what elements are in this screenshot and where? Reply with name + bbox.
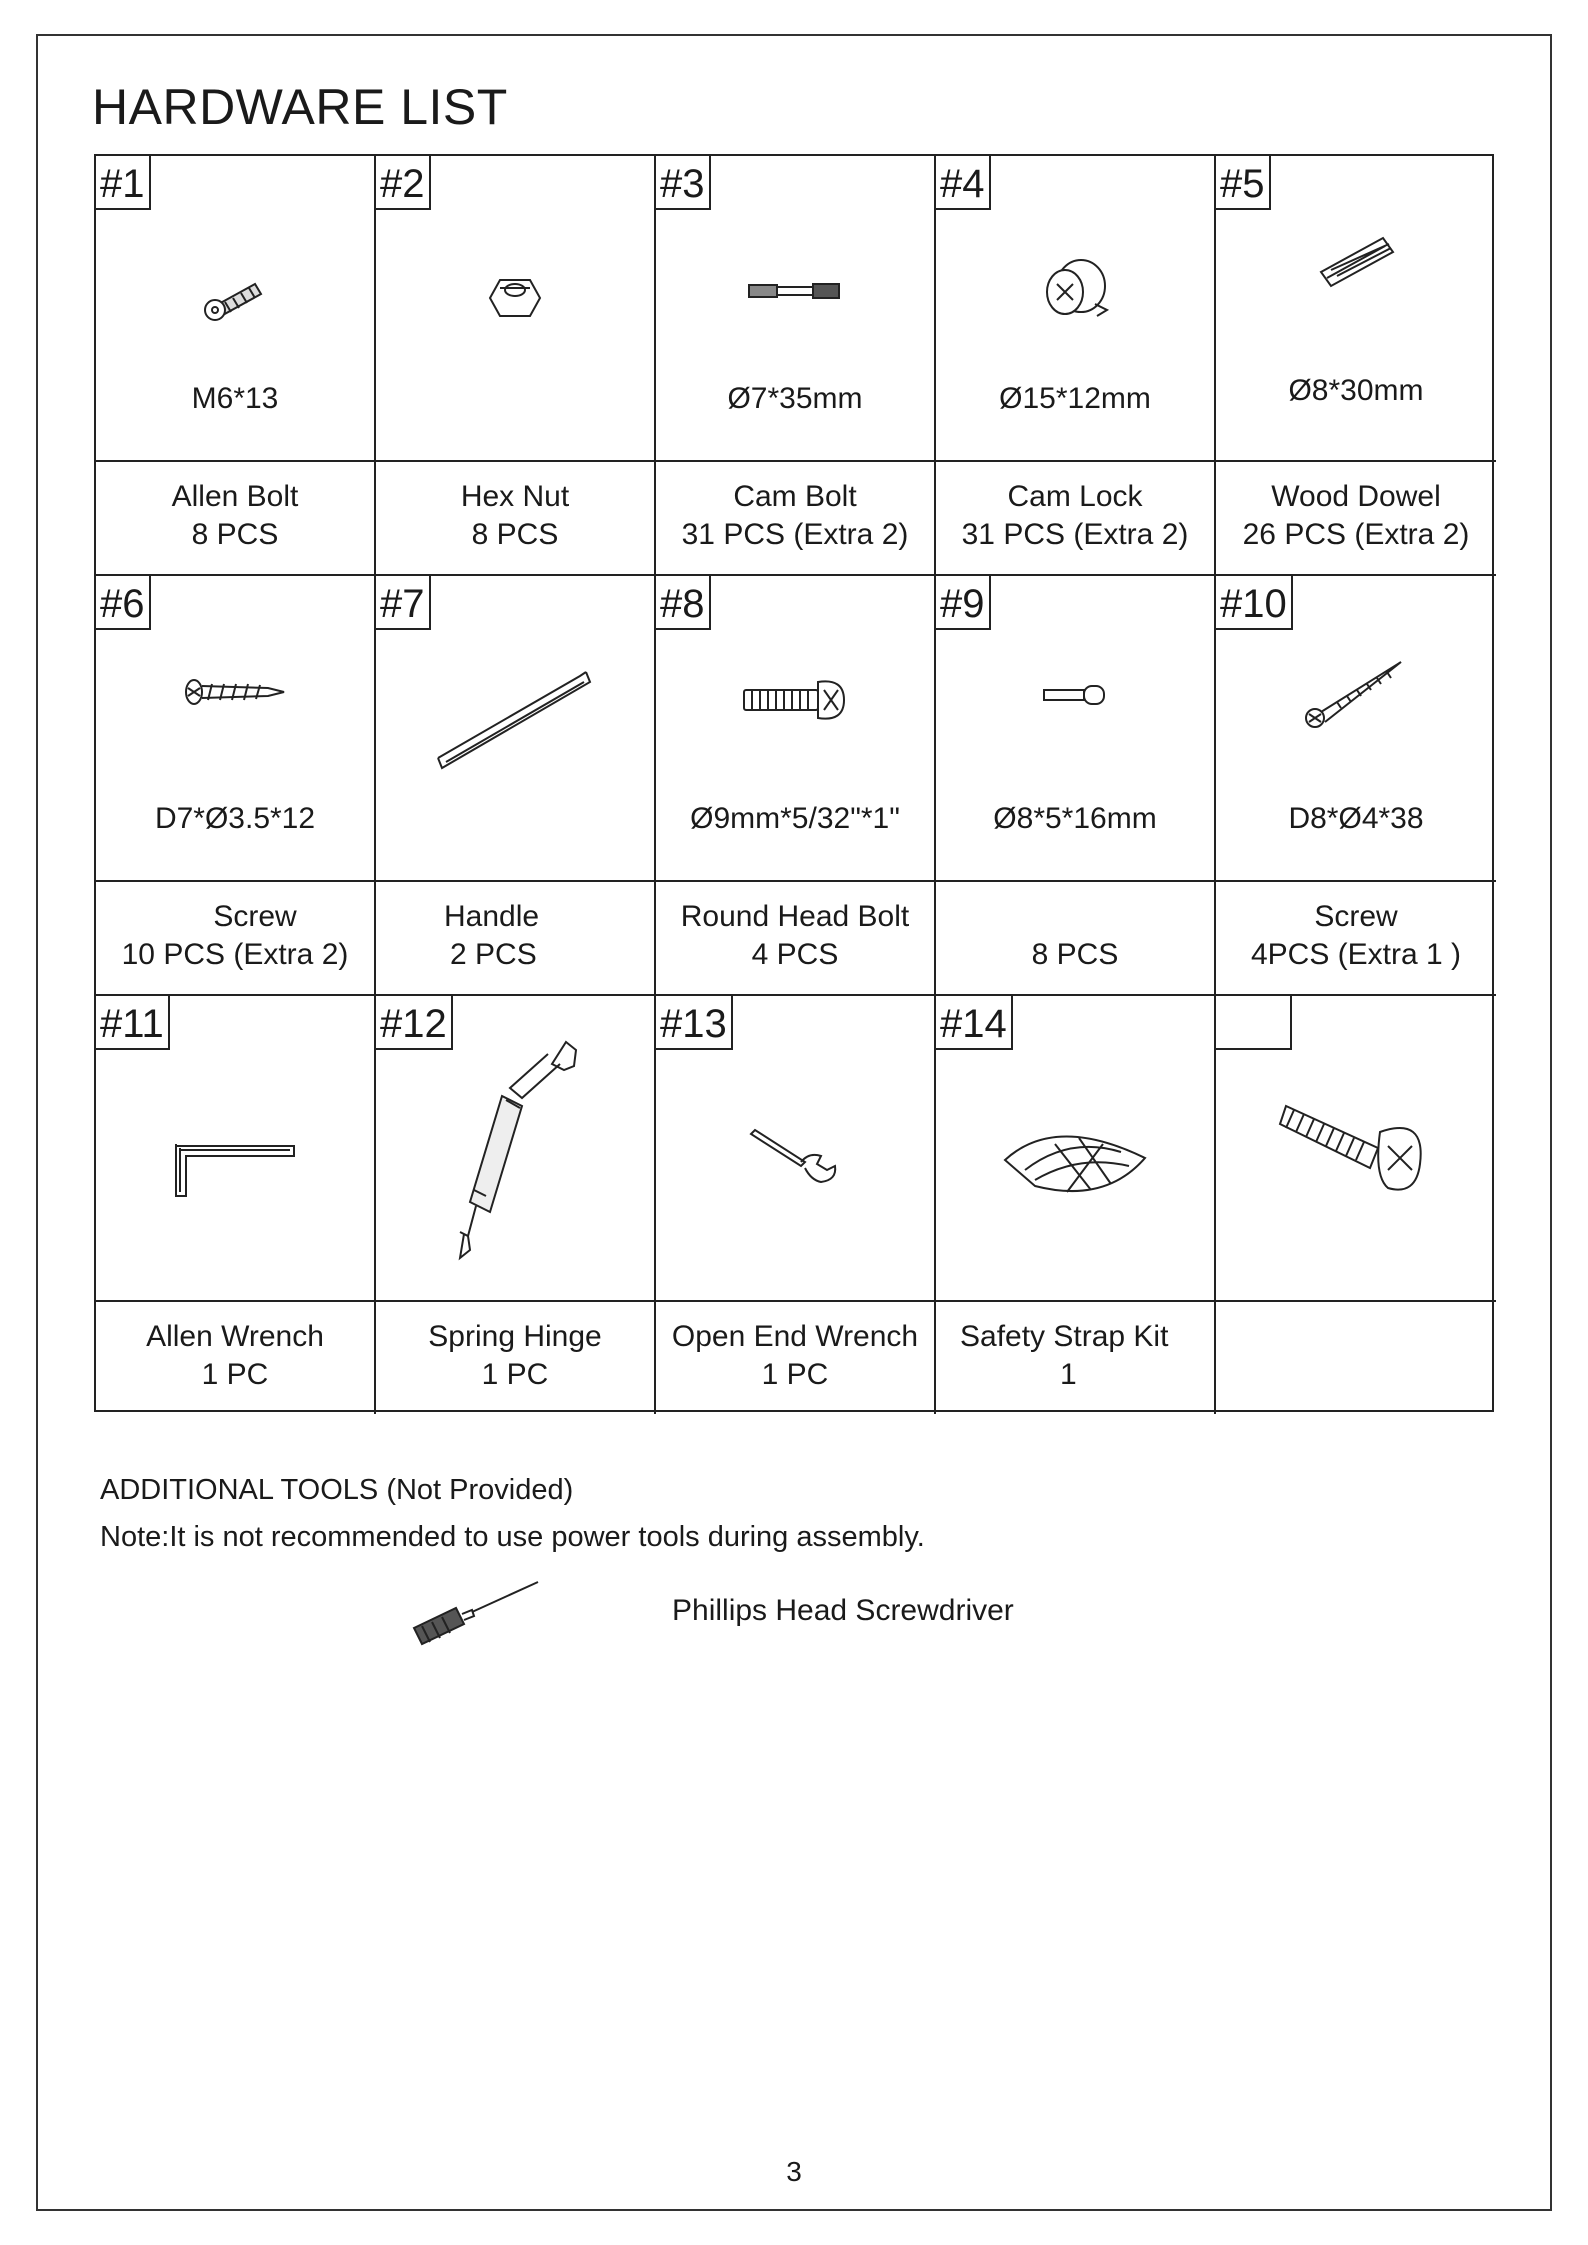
item-name: Screw [1314, 900, 1398, 933]
item-quantity: 1 PC [481, 1358, 549, 1391]
item-quantity: 8 PCS [191, 518, 279, 551]
item-quantity: 26 PCS (Extra 2) [1242, 518, 1470, 551]
item-name: Hex Nut [460, 480, 570, 513]
open-end-wrench-icon [745, 1126, 845, 1190]
item-spec: D8*Ø4*38 [1288, 802, 1424, 835]
item-number: #9 [936, 576, 991, 630]
additional-tools-section [100, 1474, 925, 1554]
item-spec: Ø8*30mm [1288, 374, 1424, 407]
item-name: Handle [444, 900, 540, 933]
item-quantity: 10 PCS (Extra 2) [121, 938, 349, 971]
item-number: #8 [656, 576, 711, 630]
label-cell [1216, 462, 1496, 576]
screwdriver-label: Phillips Head Screwdriver [672, 1594, 1014, 1627]
label-cell [1216, 1302, 1496, 1414]
pin-icon [1040, 682, 1110, 708]
label-cell [96, 462, 376, 576]
allen-bolt-icon [195, 266, 275, 326]
label-cell [936, 1302, 1216, 1414]
label-cell [376, 462, 656, 576]
item-number [1216, 996, 1292, 1050]
item-name: Safety Strap Kit [960, 1320, 1169, 1353]
hardware-cell [96, 576, 376, 882]
label-cell [656, 882, 936, 996]
item-name: Allen Bolt [171, 480, 299, 513]
item-quantity: 4PCS (Extra 1 ) [1250, 938, 1462, 971]
power-tools-note: Note:It is not recommended to use power tools during assembly. [100, 1521, 925, 1553]
item-number: #7 [376, 576, 431, 630]
label-cell [376, 1302, 656, 1414]
item-number: #13 [656, 996, 733, 1050]
screw-icon [180, 672, 290, 712]
label-cell [936, 882, 1216, 996]
hardware-cell [656, 996, 936, 1302]
hardware-cell [376, 156, 656, 462]
item-number: #12 [376, 996, 453, 1050]
wood-dowel-icon [1311, 228, 1401, 288]
item-number: #6 [96, 576, 151, 630]
item-quantity: 8 PCS [471, 518, 559, 551]
not-provided-note: (Not Provided) [386, 1474, 574, 1506]
item-number: #5 [1216, 156, 1271, 210]
item-quantity: 2 PCS [450, 938, 537, 971]
item-name: Wood Dowel [1271, 480, 1441, 513]
cam-bolt-icon [745, 276, 845, 306]
hardware-cell [96, 156, 376, 462]
item-name: Round Head Bolt [680, 900, 910, 933]
item-number: #14 [936, 996, 1013, 1050]
item-spec: Ø7*35mm [727, 382, 863, 415]
item-name: Spring Hinge [428, 1320, 602, 1353]
hardware-grid [94, 154, 1494, 1412]
item-quantity: 31 PCS (Extra 2) [961, 518, 1189, 551]
long-screw-icon [1301, 654, 1411, 734]
hardware-cell [1216, 576, 1496, 882]
hardware-cell [96, 996, 376, 1302]
large-bolt-icon [1276, 1076, 1436, 1196]
hardware-cell [936, 156, 1216, 462]
item-number: #10 [1216, 576, 1293, 630]
screwdriver-icon [408, 1578, 548, 1650]
hardware-cell [656, 156, 936, 462]
item-name: Allen Wrench [146, 1320, 324, 1353]
item-spec: Ø9mm*5/32"*1" [690, 802, 900, 835]
cam-lock-icon [1035, 252, 1115, 328]
item-name: Cam Bolt [733, 480, 857, 513]
item-name: Screw [213, 900, 297, 933]
label-cell [96, 882, 376, 996]
item-spec: D7*Ø3.5*12 [154, 802, 316, 835]
item-name: Cam Lock [1007, 480, 1143, 513]
item-name [936, 898, 1214, 936]
item-number: #1 [96, 156, 151, 210]
label-cell [1216, 882, 1496, 996]
label-cell [656, 462, 936, 576]
hardware-cell [656, 576, 936, 882]
item-quantity: 1 [1060, 1358, 1077, 1391]
item-number: #2 [376, 156, 431, 210]
handle-icon [430, 666, 600, 776]
label-cell [96, 1302, 376, 1414]
spring-hinge-icon [440, 1036, 590, 1266]
hardware-cell [936, 576, 1216, 882]
item-quantity: 8 PCS [1031, 938, 1119, 971]
item-quantity: 31 PCS (Extra 2) [681, 518, 909, 551]
hex-nut-icon [485, 268, 545, 328]
hardware-cell [1216, 156, 1496, 462]
label-cell [656, 1302, 936, 1414]
item-spec: M6*13 [191, 382, 279, 415]
label-cell [376, 882, 656, 996]
item-spec: Ø8*5*16mm [993, 802, 1157, 835]
hardware-cell [936, 996, 1216, 1302]
hardware-cell [376, 996, 656, 1302]
item-number: #4 [936, 156, 991, 210]
item-quantity: 1 PC [761, 1358, 829, 1391]
page-title: HARDWARE LIST [92, 79, 508, 135]
item-number: #11 [96, 996, 170, 1050]
item-name: Open End Wrench [671, 1320, 919, 1353]
round-head-bolt-icon [740, 672, 850, 728]
item-quantity: 4 PCS [751, 938, 839, 971]
page-number: 3 [786, 2156, 802, 2187]
label-cell [936, 462, 1216, 576]
safety-strap-icon [995, 1114, 1155, 1204]
allen-wrench-icon [170, 1138, 300, 1202]
item-number: #3 [656, 156, 711, 210]
hardware-cell [376, 576, 656, 882]
item-quantity: 1 PC [201, 1358, 269, 1391]
item-spec: Ø15*12mm [999, 382, 1151, 415]
additional-tools-heading: ADDITIONAL TOOLS [100, 1474, 379, 1506]
hardware-cell [1216, 996, 1496, 1302]
